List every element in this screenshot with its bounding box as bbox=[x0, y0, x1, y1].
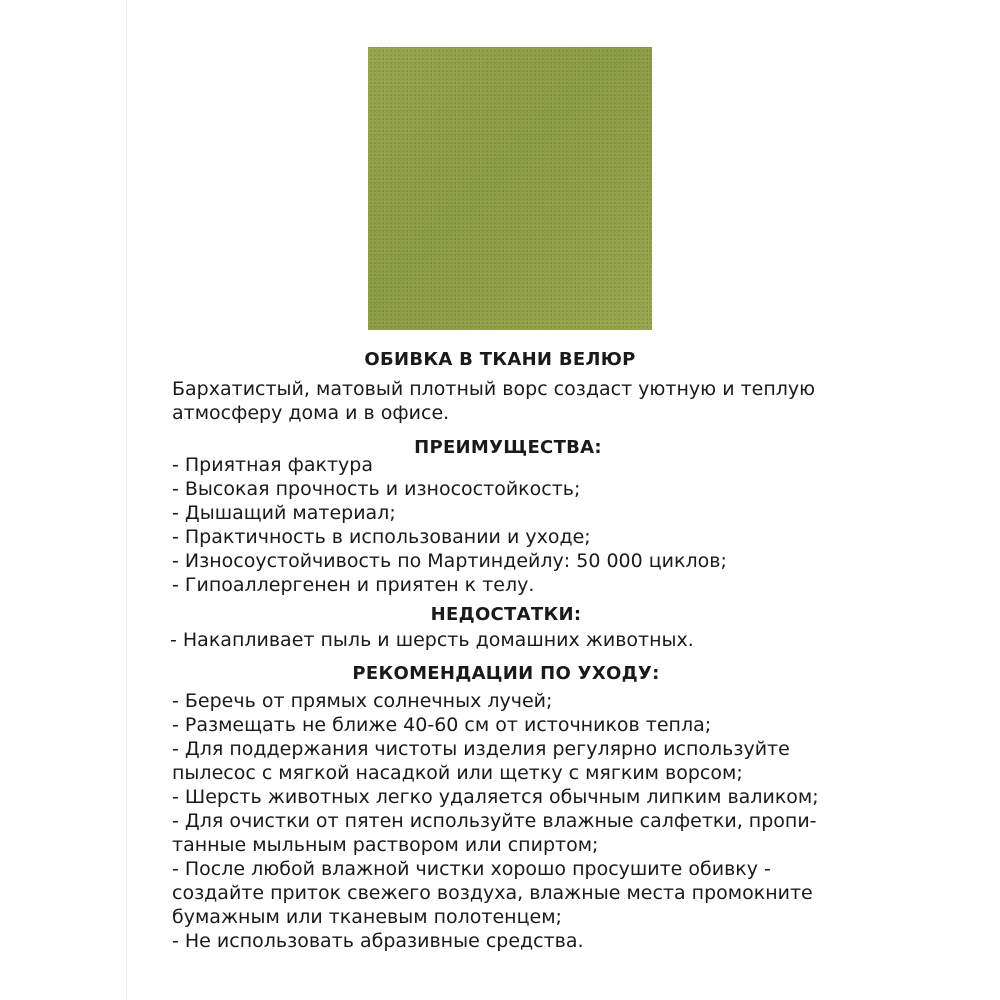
section-title: ОБИВКА В ТКАНИ ВЕЛЮР bbox=[364, 349, 636, 370]
advantage-item: - Износоустойчивость по Мартиндейлу: 50 000 циклов; bbox=[172, 550, 727, 572]
care-line: - После любой влажной чистки хорошо просушите обивку - bbox=[172, 858, 771, 880]
care-heading: РЕКОМЕНДАЦИИ ПО УХОДУ: bbox=[352, 663, 660, 684]
care-list bbox=[172, 689, 872, 953]
advantage-item: - Высокая прочность и износостойкость; bbox=[172, 478, 581, 500]
advantages-list bbox=[172, 453, 872, 597]
care-line: пылесос с мягкой насадкой или щетку с мягким ворсом; bbox=[172, 762, 743, 784]
care-line: - Для очистки от пятен используйте влажные салфетки, пропи- bbox=[172, 810, 817, 832]
velour-fabric-swatch bbox=[368, 47, 652, 330]
page-divider bbox=[126, 0, 127, 1000]
advantage-item: - Практичность в использовании и уходе; bbox=[172, 526, 591, 548]
disadvantages-list bbox=[170, 628, 870, 652]
care-line: бумажным или тканевым полотенцем; bbox=[172, 906, 562, 928]
care-line: - Размещать не ближе 40-60 см от источников тепла; bbox=[172, 714, 712, 736]
advantages-heading: ПРЕИМУЩЕСТВА: bbox=[414, 437, 602, 458]
description-line: атмосферу дома и в офисе. bbox=[172, 402, 450, 424]
care-line: - Шерсть животных легко удаляется обычным липким валиком; bbox=[172, 786, 819, 808]
care-line: - Для поддержания чистоты изделия регулярно используйте bbox=[172, 738, 790, 760]
care-line: - Не использовать абразивные средства. bbox=[172, 930, 584, 952]
disadvantages-heading: НЕДОСТАТКИ: bbox=[430, 604, 582, 625]
disadvantage-item: - Накапливает пыль и шерсть домашних животных. bbox=[170, 629, 694, 651]
advantage-item: - Дышащий материал; bbox=[172, 502, 396, 524]
care-line: танные мыльным раствором или спиртом; bbox=[172, 834, 599, 856]
description bbox=[172, 377, 872, 425]
description-line: Бархатистый, матовый плотный ворс создаст уютную и теплую bbox=[172, 378, 816, 400]
care-line: - Беречь от прямых солнечных лучей; bbox=[172, 690, 553, 712]
care-line: создайте приток свежего воздуха, влажные места промокните bbox=[172, 882, 813, 904]
advantage-item: - Гипоаллергенен и приятен к телу. bbox=[172, 574, 535, 596]
advantage-item: - Приятная фактура bbox=[172, 454, 374, 476]
